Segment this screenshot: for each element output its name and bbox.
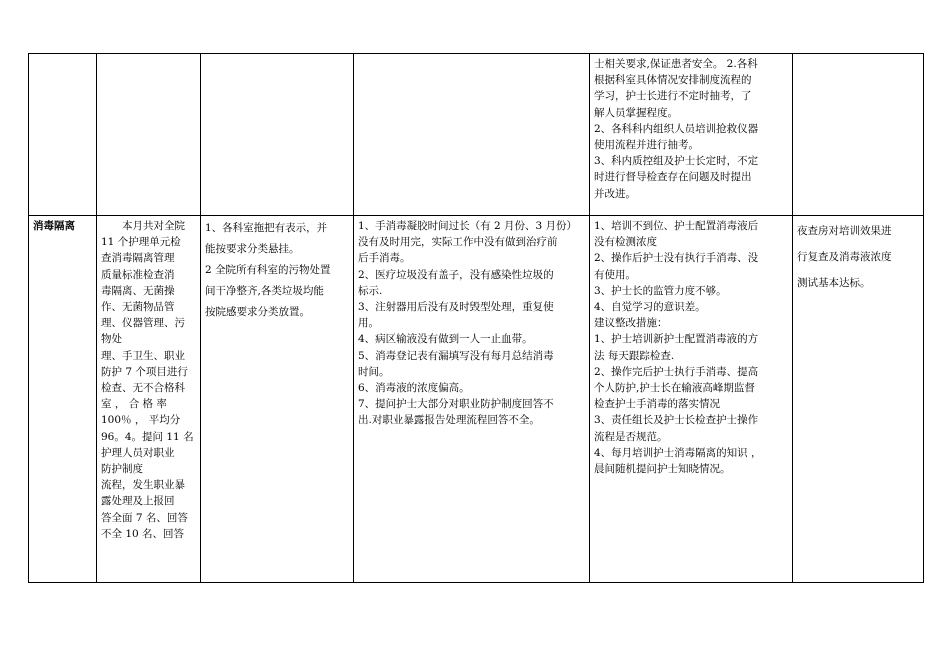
text-line: 100％ ， 平均分 [101,414,181,427]
row2-category-cell [29,216,97,583]
text-line: 4、自觉学习的意识差。 [594,301,706,314]
text-line: 行复查及消毒液浓度 [797,251,892,263]
table-row [29,216,924,583]
row2-measures-cell [590,216,793,583]
text-line: 用。 [358,317,379,330]
text-line: 毒隔离、无菌操 [101,284,175,297]
row2-summary-cell [97,216,201,583]
text-line: 5、消毒登记表有漏填写没有每月总结消毒 [358,349,554,362]
row2-strengths-cell [201,216,354,583]
text-line: 测试基本达标。 [797,277,871,289]
text-line: 1、培训不到位、护士配置消毒液后 [594,220,759,232]
text-line: 士相关要求,保证患者安全。 2.各科 [594,58,758,70]
text-line: 晨间随机提问护士知晓情况。 [594,463,731,476]
text-line: 4、每月培训护士消毒隔离的知识 ， [594,446,762,459]
text-line: 解人员掌握程度。 [594,106,678,119]
text-line: 有使用。 [594,268,636,281]
text-line: 室 ， 合 格 率 [101,398,167,411]
text-line: 3、责任组长及护士长检查护士操作 [594,414,759,427]
text-line: 护理人员对职业 [101,446,175,459]
text-line: 2、各科科内组织人员培训抢救仪器 [594,122,759,135]
text-line: 1、手消毒凝胶时间过长（有 2 月份、3 月份） [358,220,578,232]
text-line: 3、科内质控组及护士长定时，不定 [594,155,759,168]
text-line: 并改进。 [594,187,636,200]
text-line: 间干净整齐,各类垃圾均能 [205,285,324,297]
text-line: 检查护士手消毒的落实情况 [594,398,720,411]
text-line: 不全 10 名、回答 [101,527,185,540]
text-line: 法 每天跟踪检查. [594,349,675,362]
text-line: 个人防护,护士长在输液高峰期监督 [594,382,755,395]
text-line: 1、各科室拖把有表示，并 [205,222,328,234]
text-line: 2、操作后护士没有执行手消毒、没 [594,252,759,265]
report-table [28,53,924,583]
row1-category-cell [29,54,97,216]
text-line: 3、护士长的监管力度不够。 [594,284,727,297]
text-line: 作、无菌物品管 [101,301,175,314]
text-line: 3、注射器用后没有及时毁型处理，重复使 [358,301,554,314]
row1-summary-cell [97,54,201,216]
text-line: 6、消毒液的浓度偏高。 [358,382,470,395]
row2-problems-cell [354,216,590,583]
table-row [29,54,924,216]
text-line: 4、病区输液没有做到一人一止血带。 [358,333,533,346]
text-line: 防护 7 个项目进行 [101,365,188,378]
text-line: 答全面 7 名、回答 [101,511,188,524]
text-line: 时进行督导检查存在问题及时提出 [594,171,752,184]
text-line: 流程是否规范。 [594,430,668,443]
row1-problems-cell [354,54,590,216]
text-line: 后手消毒。 [358,252,411,265]
text-line: 学习，护士长进行不定时抽考，了 [594,90,752,103]
text-line: 2、医疗垃圾没有盖子，没有感染性垃圾的 [358,268,554,281]
text-line: 能按要求分类悬挂。 [205,243,300,255]
text-line: 检查、无不合格科 [101,382,185,395]
text-line: 流程，发生职业暴 [101,479,185,492]
text-line: 建议整改措施： [594,317,668,330]
text-line: 7、提问护士大部分对职业防护制度回答不 [358,398,554,411]
text-line: 根据科室具体情况安排制度流程的 [594,74,752,87]
text-line: 查消毒隔离管理 [101,252,175,265]
text-line: 没有检测浓度 [594,236,657,249]
row1-strengths-cell [201,54,354,216]
text-line: 本月共对全院 [122,220,185,232]
text-line: 2 全院所有科室的污物处置 [205,264,331,276]
text-line: 露处理及上报回 [101,495,175,508]
text-line: 物处 [101,333,122,346]
text-line: 按院感要求分类放置。 [205,306,310,318]
text-line: 防护制度 [101,463,143,476]
text-line: 理、手卫生、职业 [101,349,185,362]
row2-followup-cell [793,216,924,583]
category-label: 消毒隔离 [33,220,75,232]
text-line: 没有及时用完，实际工作中没有做到治疗前 [358,236,558,249]
text-line: 1、护士培训新护士配置消毒液的方 [594,333,759,346]
text-line: 夜查房对培训效果进 [797,225,892,237]
text-line: 出.对职业暴露报告处理流程回答不全。 [358,414,540,427]
text-line: 质量标准检查消 [101,268,175,281]
text-line: 96。4。提问 11 名 [101,430,194,443]
text-line: 时间。 [358,365,390,378]
text-line: 使用流程并进行抽考。 [594,139,699,152]
row1-measures-cell [590,54,793,216]
text-line: 2、操作完后护士执行手消毒、提高 [594,365,759,378]
text-line: 标示. [358,284,383,297]
text-line: 理、仪器管理、污 [101,317,185,330]
row1-followup-cell [793,54,924,216]
text-line: 11 个护理单元检 [101,236,181,249]
